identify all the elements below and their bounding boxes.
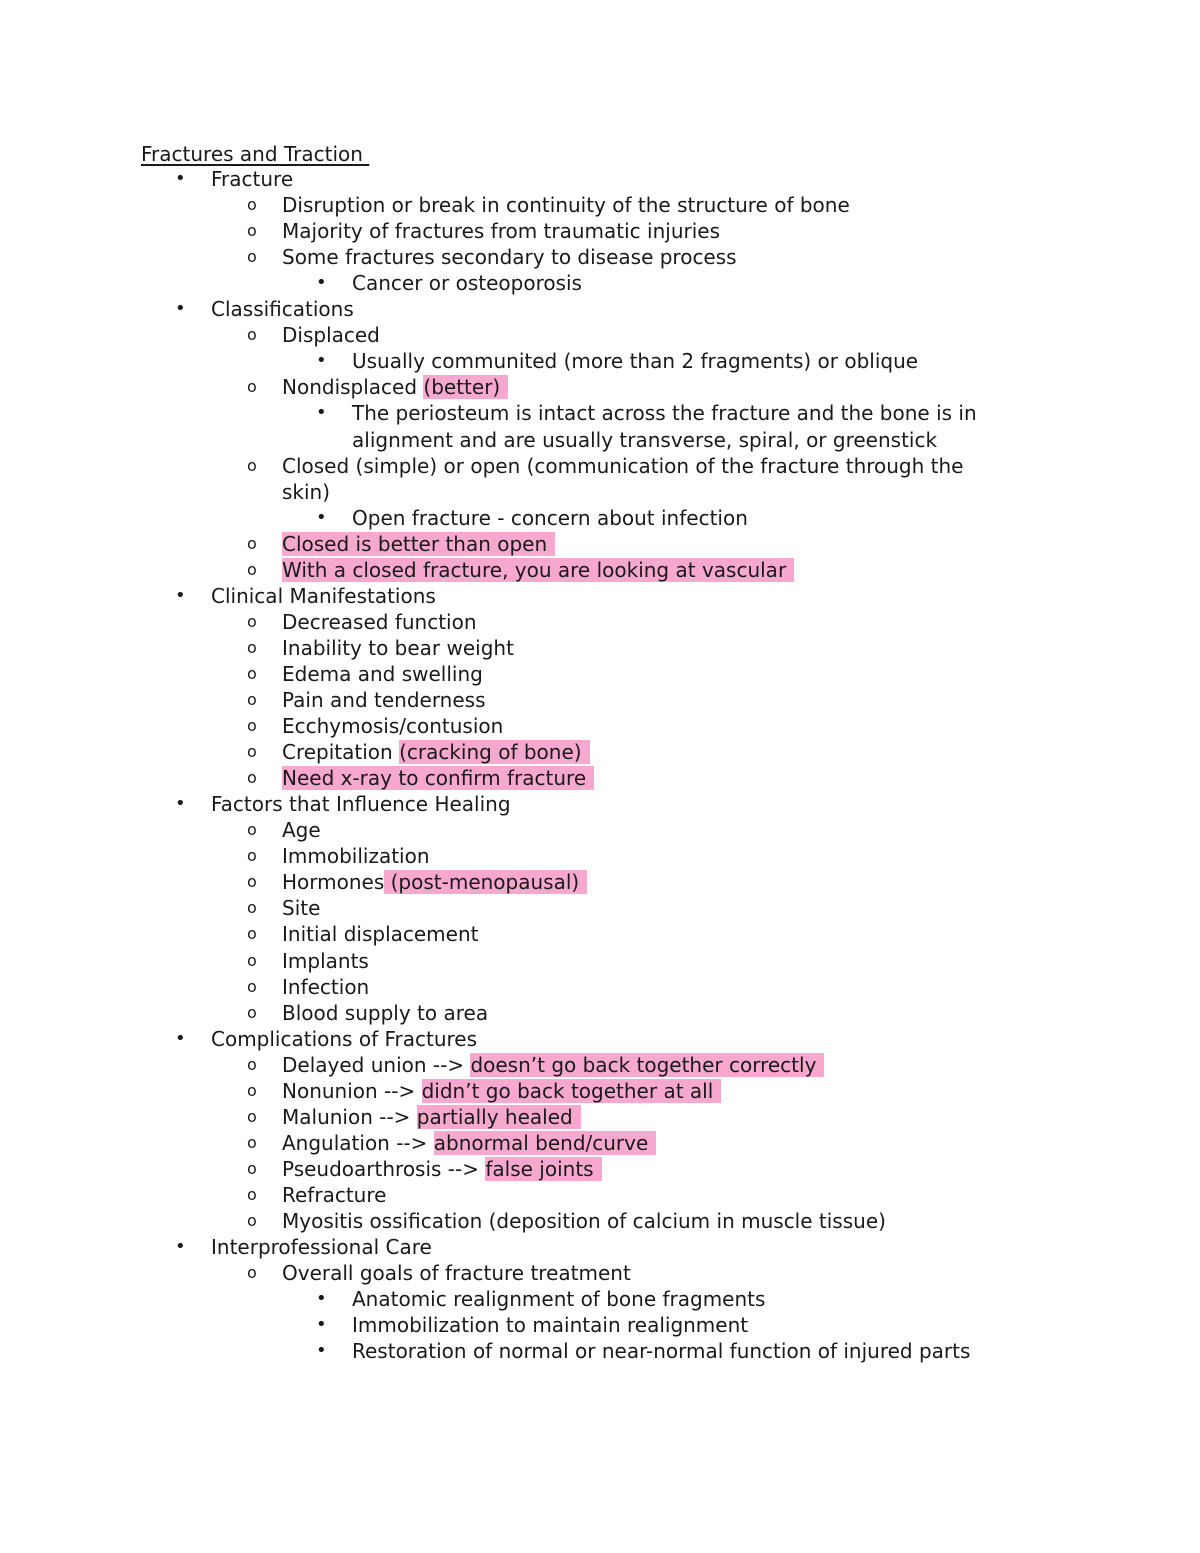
outline-item-level-1 [175, 1234, 432, 1260]
outline-item-text: alignment and are usually transverse, spiral, or greenstick [352, 428, 938, 452]
outline-item-level-2 [247, 244, 737, 270]
hollow-bullet-icon: o [247, 742, 257, 761]
hollow-bullet-icon: o [247, 716, 257, 735]
outline-item-level-3 [316, 1338, 971, 1364]
bullet-icon: • [316, 1340, 327, 1361]
outline-item-level-2 [247, 1260, 631, 1286]
hollow-bullet-icon: o [247, 1133, 257, 1152]
hollow-bullet-icon: o [247, 1263, 257, 1282]
hollow-bullet-icon: o [247, 1159, 257, 1178]
outline-item-text: Closed (simple) or open (communication of the fracture through the [282, 454, 964, 478]
outline-item-level-2 [247, 635, 514, 661]
outline-item-level-2 [247, 609, 477, 635]
outline-item-level-2 [247, 817, 321, 843]
outline-item-level-2 [247, 1000, 489, 1026]
outline-item-text: Majority of fractures from traumatic injuries [282, 219, 721, 243]
highlighted-text: (better) [423, 375, 508, 399]
outline-item-text: Delayed union --> [282, 1053, 471, 1077]
outline-item-level-2 [247, 192, 850, 218]
hollow-bullet-icon: o [247, 924, 257, 943]
bullet-icon: • [175, 1028, 186, 1049]
outline-line-continuation [282, 479, 330, 505]
outline-item-level-2 [247, 218, 721, 244]
bullet-icon: • [316, 272, 327, 293]
outline-item-text: Myositis ossification (deposition of calcium in muscle tissue) [282, 1209, 886, 1233]
outline-item-text: Nonunion --> [282, 1079, 422, 1103]
outline-item-level-2 [247, 1130, 656, 1156]
outline-item-text: Immobilization to maintain realignment [352, 1313, 749, 1337]
outline-item-text: Immobilization [282, 844, 430, 868]
outline-item-text: Fracture [211, 167, 294, 191]
outline-item-level-2 [247, 557, 794, 583]
document-title: Fractures and Traction [141, 142, 370, 166]
outline-item-level-2 [247, 661, 483, 687]
outline-item-text: Cancer or osteoporosis [352, 271, 582, 295]
hollow-bullet-icon: o [247, 1081, 257, 1100]
hollow-bullet-icon: o [247, 1055, 257, 1074]
outline-item-text: Hormones [282, 870, 385, 894]
outline-item-text: Anatomic realignment of bone fragments [352, 1287, 766, 1311]
outline-item-level-3 [316, 400, 977, 426]
outline-item-level-2 [247, 895, 321, 921]
outline-item-level-1 [175, 583, 436, 609]
hollow-bullet-icon: o [247, 872, 257, 891]
outline-item-text: Refracture [282, 1183, 387, 1207]
outline-item-level-2 [247, 322, 380, 348]
outline-item-level-1 [175, 166, 294, 192]
outline-item-level-1 [175, 1026, 478, 1052]
hollow-bullet-icon: o [247, 977, 257, 996]
outline-item-level-2 [247, 1104, 581, 1130]
hollow-bullet-icon: o [247, 820, 257, 839]
outline-item-text: Inability to bear weight [282, 636, 514, 660]
outline-item-level-2 [247, 1052, 824, 1078]
outline-item-level-2 [247, 974, 370, 1000]
highlighted-text: false joints [485, 1157, 601, 1181]
outline-item-text: Pseudoarthrosis --> [282, 1157, 486, 1181]
hollow-bullet-icon: o [247, 1003, 257, 1022]
outline-item-level-2 [247, 531, 555, 557]
hollow-bullet-icon: o [247, 325, 257, 344]
hollow-bullet-icon: o [247, 534, 257, 553]
outline-item-level-2 [247, 374, 508, 400]
outline-item-level-2 [247, 869, 587, 895]
bullet-icon: • [175, 1236, 186, 1257]
hollow-bullet-icon: o [247, 768, 257, 787]
outline-item-text: Some fractures secondary to disease process [282, 245, 737, 269]
outline-item-text: Restoration of normal or near-normal function of injured parts [352, 1339, 971, 1363]
hollow-bullet-icon: o [247, 377, 257, 396]
outline-item-level-3 [316, 1312, 749, 1338]
outline-item-text: Infection [282, 975, 370, 999]
outline-item-level-3 [316, 505, 748, 531]
outline-item-text: Crepitation [282, 740, 400, 764]
outline-item-text: Initial displacement [282, 922, 479, 946]
hollow-bullet-icon: o [247, 638, 257, 657]
outline-item-text: Angulation --> [282, 1131, 434, 1155]
outline-item-level-3 [316, 1286, 766, 1312]
outline-item-level-2 [247, 453, 964, 479]
bullet-icon: • [175, 168, 186, 189]
outline-item-level-2 [247, 948, 369, 974]
hollow-bullet-icon: o [247, 846, 257, 865]
hollow-bullet-icon: o [247, 247, 257, 266]
outline-item-text: Ecchymosis/contusion [282, 714, 504, 738]
outline-item-level-2 [247, 1156, 602, 1182]
outline-item-text: Blood supply to area [282, 1001, 489, 1025]
bullet-icon: • [316, 507, 327, 528]
outline-item-text: Clinical Manifestations [211, 584, 436, 608]
outline-line-continuation [352, 427, 937, 453]
bullet-icon: • [316, 1288, 327, 1309]
highlighted-text: abnormal bend/curve [434, 1131, 657, 1155]
hollow-bullet-icon: o [247, 951, 257, 970]
hollow-bullet-icon: o [247, 1185, 257, 1204]
outline-item-text: Complications of Fractures [211, 1027, 478, 1051]
outline-item-text: Site [282, 896, 321, 920]
bullet-icon: • [316, 1314, 327, 1335]
outline-item-level-2 [247, 1208, 886, 1234]
outline-item-level-2 [247, 687, 486, 713]
outline-item-text: Open fracture - concern about infection [352, 506, 748, 530]
outline-item-text: Displaced [282, 323, 380, 347]
outline-item-text: Usually communited (more than 2 fragments) or oblique [352, 349, 919, 373]
outline-item-level-1 [175, 296, 354, 322]
outline-item-level-3 [316, 270, 582, 296]
outline-item-text: Interprofessional Care [211, 1235, 432, 1259]
highlighted-text: With a closed fracture, you are looking at vascular [282, 558, 794, 582]
highlighted-text: partially healed [417, 1105, 581, 1129]
outline-item-level-3 [316, 348, 919, 374]
bullet-icon: • [175, 793, 186, 814]
hollow-bullet-icon: o [247, 612, 257, 631]
hollow-bullet-icon: o [247, 1107, 257, 1126]
outline-item-text: Disruption or break in continuity of the structure of bone [282, 193, 850, 217]
outline-item-text: Factors that Influence Healing [211, 792, 511, 816]
outline-item-text: Implants [282, 949, 369, 973]
hollow-bullet-icon: o [247, 690, 257, 709]
outline-item-text: Classifications [211, 297, 354, 321]
hollow-bullet-icon: o [247, 221, 257, 240]
outline-item-text: Malunion --> [282, 1105, 417, 1129]
highlighted-text: Closed is better than open [282, 532, 555, 556]
outline-item-text: Overall goals of fracture treatment [282, 1261, 631, 1285]
outline-item-text: Pain and tenderness [282, 688, 486, 712]
outline-item-text: Nondisplaced [282, 375, 424, 399]
highlighted-text: didn’t go back together at all [422, 1079, 722, 1103]
outline-item-level-2 [247, 1078, 721, 1104]
highlighted-text: (post-menopausal) [384, 870, 587, 894]
hollow-bullet-icon: o [247, 898, 257, 917]
outline-item-text: skin) [282, 480, 331, 504]
hollow-bullet-icon: o [247, 664, 257, 683]
outline-item-level-2 [247, 765, 594, 791]
outline-item-text: Decreased function [282, 610, 477, 634]
outline-item-text: Edema and swelling [282, 662, 483, 686]
hollow-bullet-icon: o [247, 195, 257, 214]
outline-item-level-2 [247, 1182, 387, 1208]
outline-item-text: Age [282, 818, 321, 842]
outline-item-level-2 [247, 739, 590, 765]
outline-item-level-2 [247, 843, 430, 869]
outline-item-level-2 [247, 713, 504, 739]
outline-item-text: The periosteum is intact across the fracture and the bone is in [352, 401, 977, 425]
highlighted-text: (cracking of bone) [399, 740, 590, 764]
outline-item-level-2 [247, 921, 479, 947]
hollow-bullet-icon: o [247, 560, 257, 579]
hollow-bullet-icon: o [247, 456, 257, 475]
bullet-icon: • [175, 298, 186, 319]
hollow-bullet-icon: o [247, 1211, 257, 1230]
bullet-icon: • [316, 402, 327, 423]
bullet-icon: • [316, 350, 327, 371]
highlighted-text: Need x-ray to confirm fracture [282, 766, 594, 790]
outline-item-level-1 [175, 791, 511, 817]
highlighted-text: doesn’t go back together correctly [470, 1053, 824, 1077]
bullet-icon: • [175, 585, 186, 606]
